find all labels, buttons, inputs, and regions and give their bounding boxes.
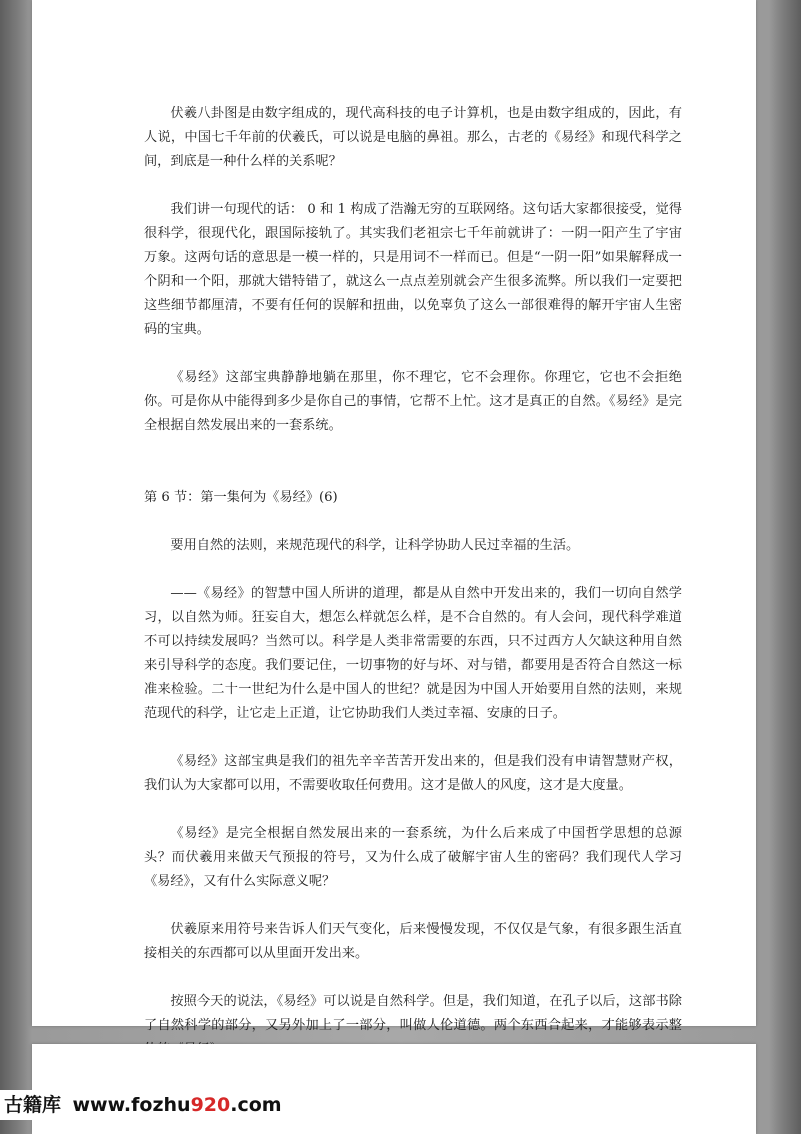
section-paragraph-5: 伏羲原来用符号来告诉人们天气变化，后来慢慢发现，不仅仅是气象，有很多跟生活直接相关的东西都可以从里面开发出来。 (144, 922, 682, 961)
section-paragraph-6: 按照今天的说法，《易经》可以说是自然科学。但是，我们知道，在孔子以后，这部书除了自然科学的部分，又另外加上了一部分，叫做人伦道德。两个东西合起来，才能够表示整 (144, 994, 682, 1033)
section-heading: 第 6 节：第一集何为《易经》(6) (144, 490, 338, 505)
paragraph-2: 我们讲一句现代的话： 0 和 1 构成了浩瀚无穷的互联网络。这句话大家都很接受，觉得很科学，很现代化，跟国际接轨了。其实我们老祖宗七千年前就讲了：一阴一阳产生了宇宙万象。这两句话的意思是一模一样的，只是用词不一样而已。但是“一阴一阳”如果解释成一个阴和一个阳，那就大错特错了，就这么一点点差别就会产生很多流弊。所以我们一定要把这些细节都厘清，不要有任何的误解和扭曲，以免辜负了这么一部很难得的解开宇宙人生密码的宝典。 (144, 202, 682, 337)
section-paragraph-3: 《易经》这部宝典是我们的祖先辛辛苦苦开发出来的，但是我们没有申请智慧财产权，我们认为大家都可以用，不需要收取任何费用。这才是做人的风度，这才是大度量。 (144, 754, 682, 793)
watermark-url: www.fozhu920.com (72, 1094, 282, 1116)
site-watermark (0, 1090, 282, 1120)
watermark-name: 古籍库 (4, 1094, 62, 1116)
page-content (144, 102, 682, 1086)
section-paragraph-1: 要用自然的法则，来规范现代的科学，让科学协助人民过幸福的生活。 (170, 538, 580, 553)
next-page (32, 1044, 756, 1134)
document-page (32, 0, 756, 1033)
paragraph-3: 《易经》这部宝典静静地躺在那里，你不理它，它不会理你。你理它，它也不会拒绝你。可是你从中能得到多少是你自己的事情，它帮不上忙。这才是真正的自然。《易经》是完全根据自然发展出来的一套系统。 (144, 370, 682, 433)
section-paragraph-4: 《易经》是完全根据自然发展出来的一套系统，为什么后来成了中国哲学思想的总源头？而伏羲用来做天气预报的符号，又为什么成了破解宇宙人生的密码？我们现代人学习《易经》，又有什么实际意义呢？ (144, 826, 682, 889)
section-paragraph-2: ——《易经》的智慧中国人所讲的道理，都是从自然中开发出来的，我们一切向自然学习，以自然为师。狂妄自大，想怎么样就怎么样，是不合自然的。有人会问，现代科学难道不可以持续发展吗？当然可以。科学是人类非常需要的东西，只不过西方人欠缺这种用自然来引导科学的态度。我们要记住，一切事物的好与坏、对与错，都要用是否符合自然这一标准来检验。二十一世纪为什么是中国人的世纪？就是因为中国人开始要用自然的法则，来规范现代的科学，让它走上正道，让它协助我们人类过幸福、安康的日子。 (144, 586, 682, 721)
paragraph-1: 伏羲八卦图是由数字组成的，现代高科技的电子计算机，也是由数字组成的，因此，有人说，中国七千年前的伏羲氏，可以说是电脑的鼻祖。那么，古老的《易经》和现代科学之间，到底是一种什么样的关系呢？ (144, 106, 682, 169)
